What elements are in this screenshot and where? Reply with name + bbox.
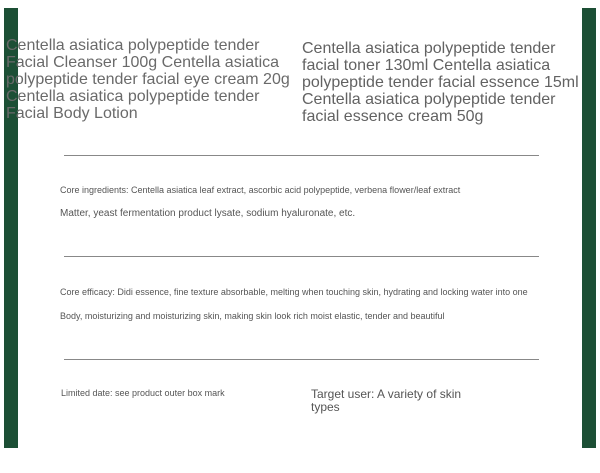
target-user: Target user: A variety of skin types (311, 387, 462, 414)
divider-2 (64, 256, 539, 257)
core-ingredients-line-2: Matter, yeast fermentation product lysate, sodium hyaluronate, etc. (60, 208, 356, 219)
divider-1 (64, 155, 539, 156)
core-efficacy-line-1: Core efficacy: Didi essence, fine texture absorbable, melting when touching skin, hydrating and locking water into one (60, 287, 528, 297)
divider-3 (64, 359, 539, 360)
core-efficacy-line-2: Body, moisturizing and moisturizing skin, making skin look rich moist elastic, tender and beautiful (60, 311, 445, 321)
right-green-bar (582, 8, 596, 448)
product-title-right: Centella asiatica polypeptide tender facial toner 130ml Centella asiatica polypeptide tender facial essence 15ml Centella asiatica polypeptide tender facial essence cream 50g (302, 40, 579, 125)
limited-date: Limited date: see product outer box mark (61, 388, 225, 398)
core-ingredients-line-1: Core ingredients: Centella asiatica leaf extract, ascorbic acid polypeptide, verbena flower/leaf extract (60, 185, 461, 195)
product-title-left: Centella asiatica polypeptide tender Facial Cleanser 100g Centella asiatica polypeptide tender facial eye cream 20g Centella asiatica polypeptide tender Facial Body Lotion (6, 37, 290, 122)
